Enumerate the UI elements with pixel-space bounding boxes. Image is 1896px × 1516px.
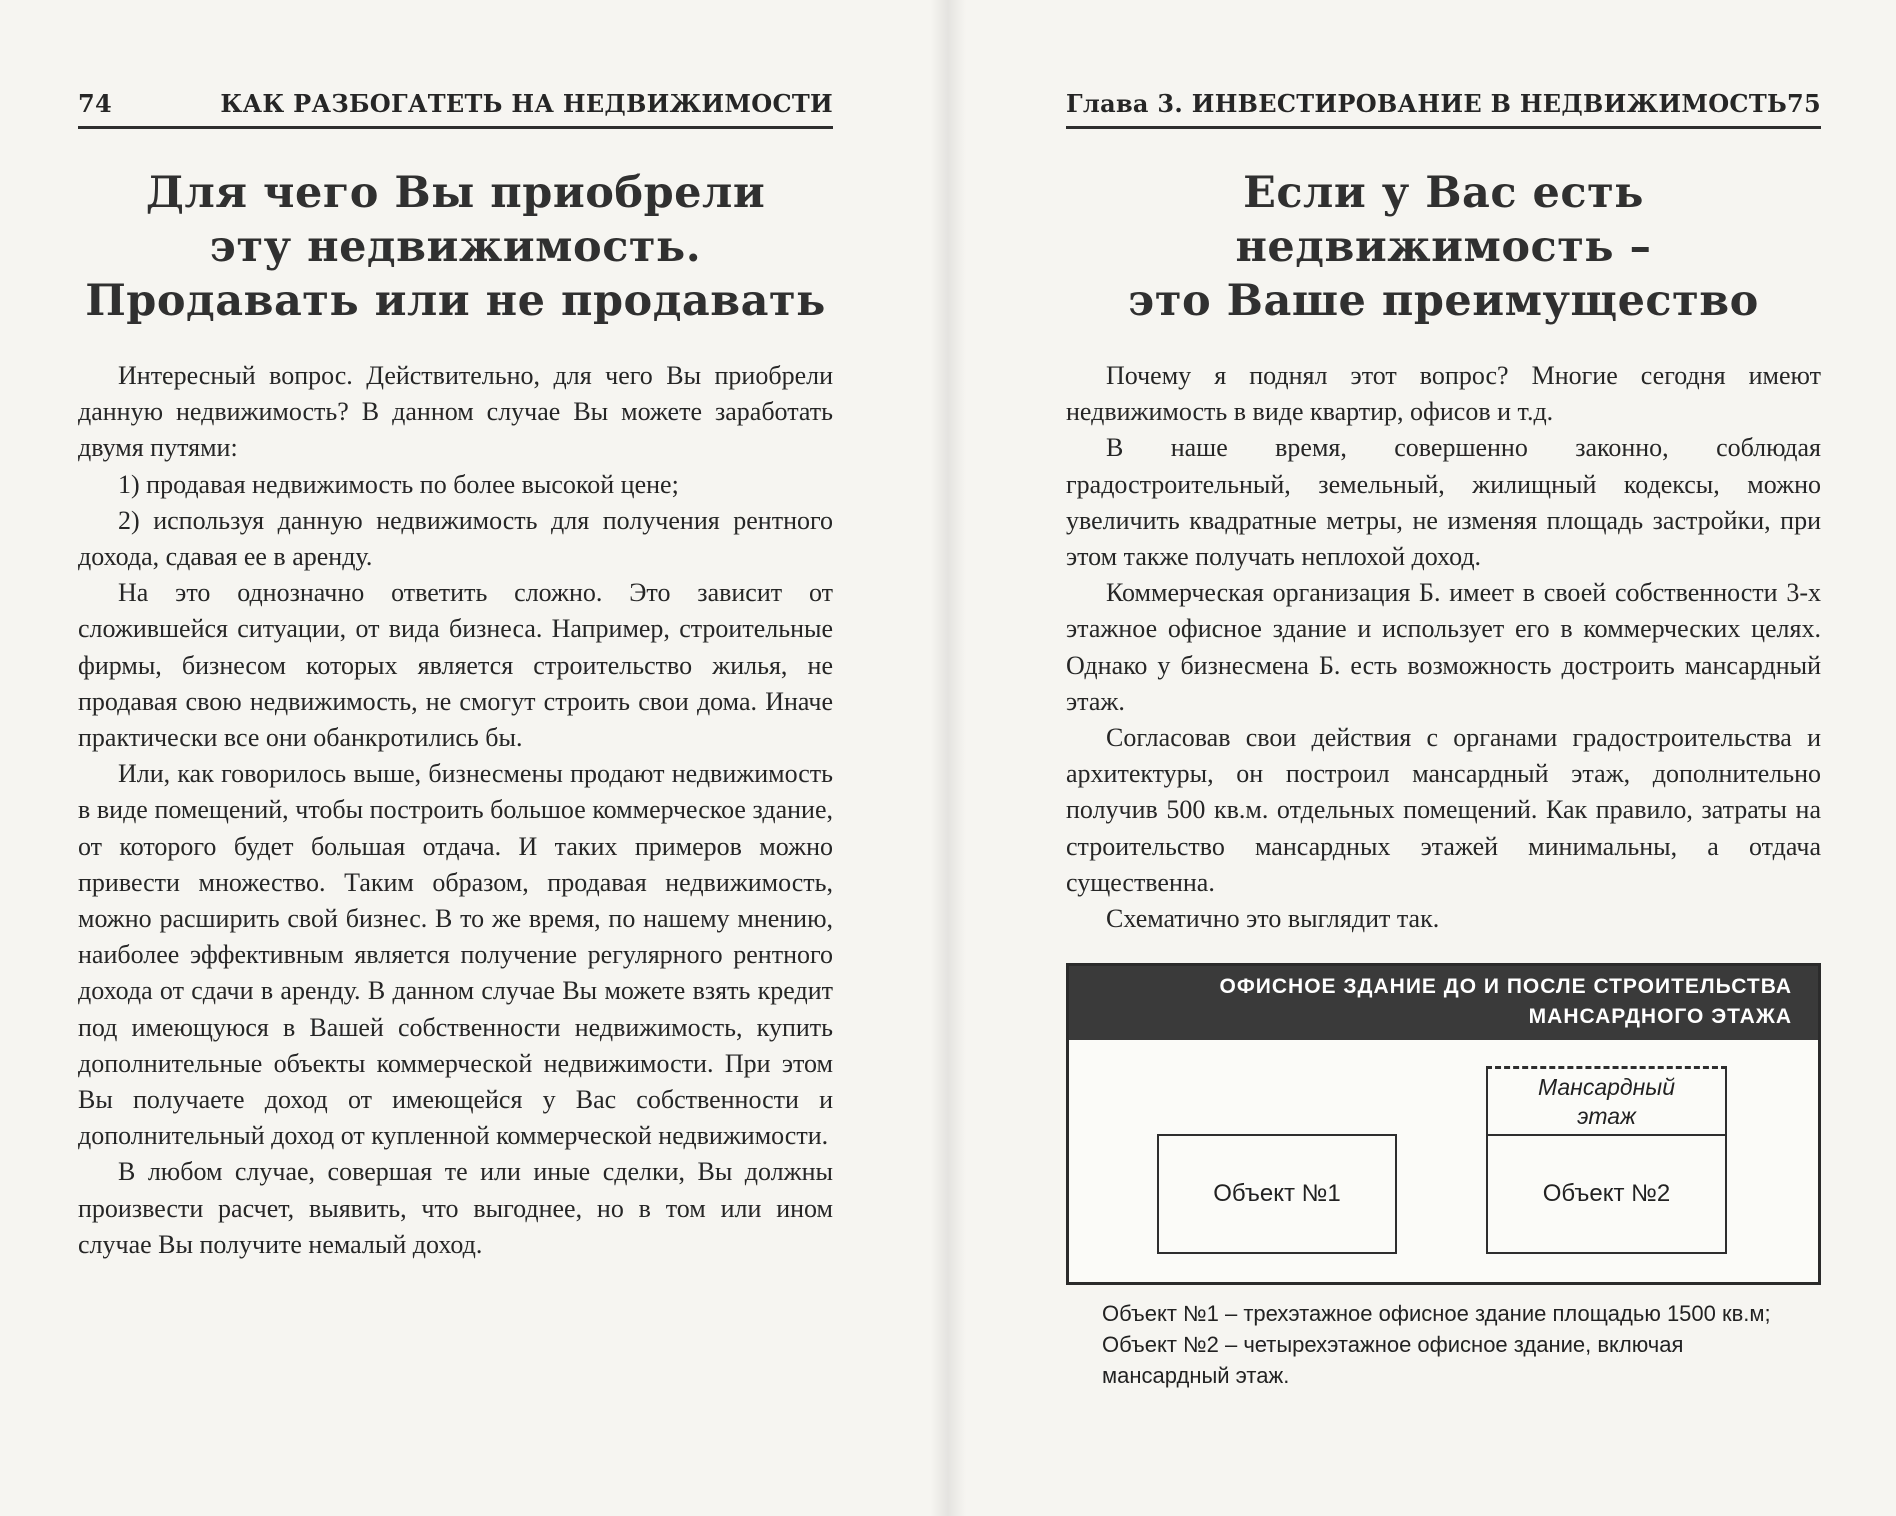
paragraph: В наше время, совершенно законно, соблюдая градостроительный, земельный, жилищный кодексы, можно увеличить квадратные метры, не изменяя площадь застройки, при этом также получать неплохой доход. bbox=[1066, 433, 1821, 572]
right-body-text bbox=[1066, 358, 1821, 937]
legend-item: Объект №2 – четырехэтажное офисное здание, включая мансардный этаж. bbox=[1102, 1332, 1684, 1388]
paragraph: Интересный вопрос. Действительно, для чего Вы приобрели данную недвижимость? В данном случае Вы можете заработать двумя путями: bbox=[78, 361, 833, 463]
object-2-box bbox=[1486, 1134, 1727, 1254]
left-heading-line: эту недвижимость. bbox=[209, 222, 702, 272]
object-2-label: Объект №2 bbox=[1542, 1180, 1671, 1207]
left-section-heading bbox=[78, 166, 833, 328]
attic-floor-box bbox=[1486, 1066, 1727, 1136]
left-heading-line: Продавать или не продавать bbox=[85, 276, 826, 326]
right-heading-line: Если у Вас есть bbox=[1243, 168, 1644, 218]
left-heading-line: Для чего Вы приобрели bbox=[145, 168, 766, 218]
right-heading-line: это Ваше преимущество bbox=[1128, 276, 1759, 326]
right-section-heading bbox=[1066, 166, 1821, 328]
legend-item: Объект №1 – трехэтажное офисное здание площадью 1500 кв.м; bbox=[1102, 1301, 1771, 1326]
left-body-text bbox=[78, 358, 833, 1263]
right-page bbox=[948, 0, 1896, 1516]
paragraph: Коммерческая организация Б. имеет в своей собственности 3-х этажное офисное здание и использует его в коммерческих целях. Однако у бизнесмена Б. есть возможность достроить мансардный этаж. bbox=[1066, 578, 1821, 716]
attic-label-line: Мансардный bbox=[1537, 1074, 1676, 1100]
paragraph: Почему я поднял этот вопрос? Многие сегодня имеют недвижимость в виде квартир, офисов и т.д. bbox=[1066, 361, 1821, 427]
diagram-title-line: МАНСАРДНОГО ЭТАЖА bbox=[1528, 1005, 1792, 1028]
right-page-number: 75 bbox=[1787, 89, 1821, 118]
paragraph: 2) используя данную недвижимость для получения рентного дохода, сдавая ее в аренду. bbox=[78, 505, 833, 572]
diagram-title bbox=[1069, 966, 1818, 1040]
left-page-number: 74 bbox=[78, 89, 112, 118]
paragraph: Схематично это выглядит так. bbox=[1106, 904, 1440, 934]
paragraph: Или, как говорилось выше, бизнесмены продают недвижимость в виде помещений, чтобы построить большое коммерческое здание, от которого будет большая отдача. И таких примеров можно привести множество. Таким образом, продавая недвижимость, можно расширить свой бизнес. В то же время, по нашему мнению, наиболее эффективным является получение регулярного рентного дохода от сдачи в аренду. В данном случае Вы можете взять кредит под имеющуюся в Вашей собственности недвижимость, купить дополнительные объекты коммерческой недвижимости. При этом Вы получаете доход от имеющейся у Вас собственности и дополнительный доход от купленной коммерческой недвижимости. bbox=[78, 759, 833, 1151]
right-heading-line: недвижимость – bbox=[1235, 222, 1652, 272]
paragraph: 1) продавая недвижимость по более высокой цене; bbox=[118, 469, 679, 499]
diagram-legend bbox=[1102, 1298, 1817, 1391]
building-diagram bbox=[1066, 963, 1821, 1285]
right-running-head bbox=[1066, 86, 1821, 129]
paragraph: Согласовав свои действия с органами градостроительства и архитектуры, он построил мансардный этаж, дополнительно получив 500 кв.м. отдельных помещений. Как правило, затраты на строительство мансардных этажей минимальны, а отдача существенна. bbox=[1066, 723, 1821, 897]
diagram-title-line: ОФИСНОЕ ЗДАНИЕ ДО И ПОСЛЕ СТРОИТЕЛЬСТВА bbox=[1219, 975, 1792, 998]
object-1-label: Объект №1 bbox=[1213, 1180, 1341, 1207]
left-running-head bbox=[78, 86, 833, 129]
right-running-title: Глава 3. ИНВЕСТИРОВАНИЕ В НЕДВИЖИМОСТЬ bbox=[1066, 89, 1788, 118]
left-running-title: КАК РАЗБОГАТЕТЬ НА НЕДВИЖИМОСТИ bbox=[220, 89, 833, 118]
paragraph: В любом случае, совершая те или иные сделки, Вы должны произвести расчет, выявить, что выгоднее, но в том или ином случае Вы получите немалый доход. bbox=[78, 1157, 833, 1259]
attic-label-line: этаж bbox=[1577, 1103, 1636, 1129]
object-1-box bbox=[1157, 1134, 1397, 1254]
paragraph: На это однозначно ответить сложно. Это зависит от сложившейся ситуации, от вида бизнеса. Например, строительные фирмы, бизнесом которых является строительство жилья, не продавая свою недвижимость, не смогут строить свои дома. Иначе практически все они обанкротились бы. bbox=[78, 578, 833, 753]
